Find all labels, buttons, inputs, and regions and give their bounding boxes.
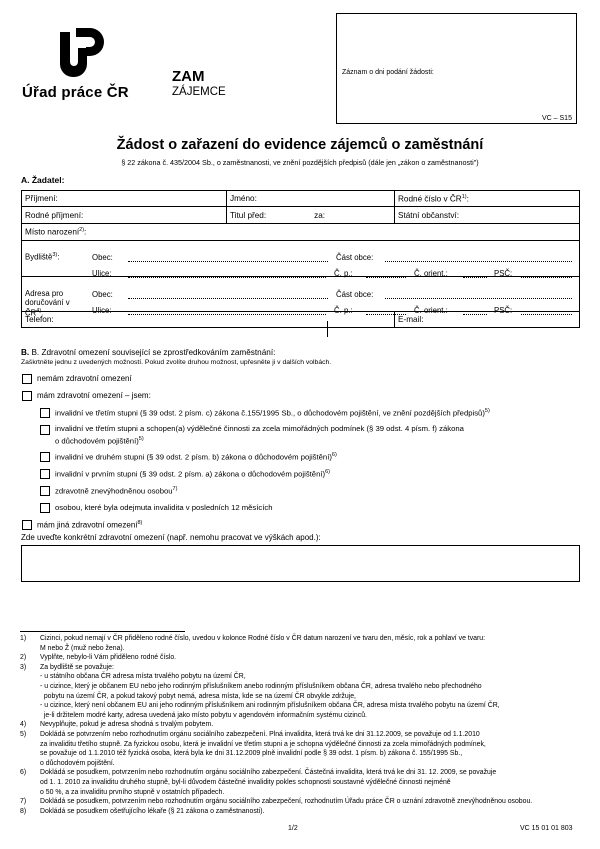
residence-corient-label: Č. orient.:: [414, 269, 448, 278]
disability-2nd-checkbox[interactable]: [40, 452, 50, 462]
footnote-separator: [20, 631, 185, 632]
delivery-corient-input[interactable]: [463, 307, 487, 315]
residence-corient-input[interactable]: [463, 270, 487, 278]
footnotes: [20, 634, 585, 816]
no-health-limit-checkbox[interactable]: [22, 374, 32, 384]
health-detail-input[interactable]: [21, 545, 580, 582]
delivery-psc-label: PSČ:: [494, 306, 513, 315]
birth-surname-field[interactable]: Rodné příjmení:: [22, 207, 227, 224]
footnote-number: 5): [20, 730, 27, 738]
residence-street-label: Ulice:: [92, 269, 112, 278]
footnote-number: 7): [20, 798, 27, 806]
revoked-disability-label: osobou, které byla odejmuta invalidita v posledních 12 měsících: [55, 503, 273, 512]
residence-city-label: Obec:: [92, 253, 113, 262]
title-field[interactable]: Titul před: za:: [227, 207, 395, 224]
email-field[interactable]: E-mail:: [395, 312, 580, 328]
delivery-part-input[interactable]: [385, 291, 572, 299]
delivery-part-label: Část obce:: [336, 290, 374, 299]
section-b-heading: B. B. Zdravotní omezení související se zprostředkováním zaměstnání:: [21, 348, 276, 357]
disability-3rd-checkbox[interactable]: [40, 408, 50, 418]
disadvantaged-checkbox[interactable]: [40, 486, 50, 496]
form-name: ZÁJEMCE: [172, 86, 226, 98]
birth-number-field[interactable]: Rodné číslo v ČR$^{1)}$:: [395, 191, 580, 207]
footnote-text: Nevyplňujte, pokud je adresa shodná s trvalým pobytem.: [40, 721, 214, 729]
footnote-item: [20, 807, 585, 817]
disability-1st-checkbox[interactable]: [40, 469, 50, 479]
delivery-street-label: Ulice:: [92, 306, 112, 315]
footnote-item: [20, 797, 585, 807]
disability-3rd-work-label: invalidní ve třetím stupni a schopen(a) výdělečné činnosti za zcela mimořádných podmínek (§ 39 odst. 4 písm. f) zákona o důchodovém pojištění)$^{5)}$: [55, 424, 464, 446]
residence-street-input[interactable]: [128, 270, 326, 278]
section-a-heading: A. Žadatel:: [21, 175, 65, 185]
logo-text: Úřad práce ČR: [22, 84, 129, 101]
footnote-text: Dokládá se potvrzením nebo rozhodnutím orgánu sociálního zabezpečení. Plná invalidita, která trvá ke dni 31.12.2009, se považuje od 1.1.2010 za invaliditu třetího stupně. Za fyzickou osobu, která je invalidní ve třetím stupni a je schopna výdělečné činnosti za zcela mimořádných podmínek, se považuje od 1.1.2010 též fyzická osoba, která byla ke dni 31.12.2009 plně invalidní podle § 39 odst. 1 písm. b) zákona č. 155/1995 Sb., o důchodovém pojištění.: [40, 730, 486, 767]
phone-email-divider: [327, 321, 328, 337]
footnote-item: [20, 634, 585, 653]
disability-3rd-label: invalidní ve třetím stupni (§ 39 odst. 2 písm. c) zákona č.155/1995 Sb., o důchodovém pojištění, ve znění pozdějších předpisů)$^{5)}$: [55, 408, 490, 418]
surname-field[interactable]: Příjmení:: [22, 191, 227, 207]
delivery-psc-input[interactable]: [521, 307, 572, 315]
form-code: ZAM: [172, 68, 205, 85]
other-limit-checkbox[interactable]: [22, 520, 32, 530]
footnote-item: [20, 720, 585, 730]
delivery-city-input[interactable]: [128, 291, 328, 299]
residence-psc-label: PSČ:: [494, 269, 513, 278]
section-b-instruction: Zaškrtněte jednu z uvedených možností. Pokud zvolíte druhou možnost, upřesněte ji v dalších volbách.: [21, 359, 332, 366]
page-number: 1/2: [288, 825, 298, 832]
page-subtitle: § 22 zákona č. 435/2004 Sb., o zaměstnanosti, ve znění pozdějších předpisů (dále jen „zákon o zaměstnanosti"): [121, 158, 479, 167]
first-name-field[interactable]: Jméno:: [227, 191, 395, 207]
footnote-item: [20, 653, 585, 663]
footnote-item: [20, 663, 585, 721]
footnote-number: 6): [20, 769, 27, 777]
health-limit-label: mám zdravotní omezení – jsem:: [37, 391, 151, 400]
revoked-disability-checkbox[interactable]: [40, 503, 50, 513]
footnote-number: 3): [20, 663, 27, 671]
delivery-corient-label: Č. orient.:: [414, 306, 448, 315]
residence-city-input[interactable]: [128, 254, 328, 262]
footnote-text: Dokládá se posudkem, potvrzením nebo rozhodnutím orgánu sociálního zabezpečení. Částečná invalidita, která trvá ke dni 31. 12. 2009, se považuje od 1. 1. 2010 za invaliditu druhého stupně, byl-li důvodem částečné invalidity pokles schopnosti soustavné výdělečné činnosti nejméně o 50 %, a za invaliditu prvního stupně v ostatních případech.: [40, 769, 497, 796]
footnote-item: [20, 730, 585, 768]
no-health-limit-label: nemám zdravotní omezení: [37, 374, 132, 383]
birthplace-field[interactable]: Místo narození$^{2)}$:: [22, 224, 580, 241]
footnote-text: Dokládá se posudkem ošetřujícího lékaře (§ 21 zákona o zaměstnanosti).: [40, 807, 265, 815]
upcr-logo-icon: [56, 24, 104, 78]
residence-psc-input[interactable]: [521, 270, 572, 278]
residence-part-input[interactable]: [385, 254, 572, 262]
stamp-code: VC – S15: [542, 115, 572, 122]
disadvantaged-label: zdravotně znevýhodněnou osobou$^{7)}$: [55, 486, 178, 496]
disability-2nd-label: invalidní ve druhém stupni (§ 39 odst. 2 písm. b) zákona o důchodovém pojištění)$^{6)}$: [55, 452, 337, 462]
delivery-cp-input[interactable]: [366, 307, 406, 315]
citizenship-field[interactable]: Státní občanství:: [395, 207, 580, 224]
delivery-address-label: Adresa pro doručování v ČR$^{4)}$:: [25, 289, 70, 318]
footnote-number: 8): [20, 807, 27, 815]
disability-3rd-work-checkbox[interactable]: [40, 425, 50, 435]
footnote-text: Vyplňte, nebylo-li Vám přiděleno rodné číslo.: [40, 654, 177, 662]
footnote-text: Cizinci, pokud nemají v ČR přiděleno rodné číslo, uvedou v kolonce Rodné číslo v ČR datum narození ve tvaru den, měsíc, rok a pohlaví ve tvaru: M nebo Ž (muž nebo žena).: [40, 635, 486, 652]
delivery-cp-label: Č. p.:: [334, 306, 353, 315]
footnote-number: 4): [20, 721, 27, 729]
residence-cp-label: Č. p.:: [334, 269, 353, 278]
residence-label: Bydliště$^{3)}$:: [25, 252, 60, 262]
page-title: Žádost o zařazení do evidence zájemců o zaměstnání: [116, 137, 484, 153]
disability-1st-label: invalidní v prvním stupni (§ 39 odst. 2 písm. a) zákona o důchodovém pojištění)$^{6)}$: [55, 469, 330, 479]
doc-code: VC 15 01 01 803: [520, 825, 573, 832]
footnote-item: [20, 768, 585, 797]
footnote-number: 1): [20, 635, 27, 642]
residence-part-label: Část obce:: [336, 253, 374, 262]
health-detail-label: Zde uveďte konkrétní zdravotní omezení (např. nemohu pracovat ve výškách apod.):: [21, 533, 321, 542]
health-limit-checkbox[interactable]: [22, 391, 32, 401]
residence-cp-input[interactable]: [366, 270, 406, 278]
other-limit-label: mám jiná zdravotní omezení$^{8)}$: [37, 520, 143, 530]
footnote-text: Dokládá se posudkem, potvrzením nebo rozhodnutím orgánu sociálního zabezpečení, rozhodnutím Úřadu práce ČR o uznání zdravotně znevýhodněnou osobou.: [40, 798, 533, 806]
phone-field[interactable]: Telefon:: [22, 312, 395, 328]
stamp-label: Záznam o dni podání žádosti:: [342, 69, 434, 76]
delivery-street-input[interactable]: [128, 307, 326, 315]
delivery-city-label: Obec:: [92, 290, 113, 299]
logo: [56, 24, 104, 78]
footnote-text: Za bydliště se považuje: - u státního občana ČR adresa místa trvalého pobytu na území ČR, - u cizince, který je občanem EU nebo jeho rodinným příslušníkem anebo rodinným příslušníkem občana ČR, adresa trvalého nebo přechodného pobytu na území ČR, a pokud takový pobyt nemá, adresa místa, kde se na území ČR obvykle zdržuje, - u cizince, který není občanem EU ani jeho rodinným příslušníkem ani rodinným příslušníkem občana ČR, adresa místa trvalého pobytu na území ČR, je-li držitelem modré karty, adresa uvedená jako místo pobytu v agendovém informačním systému cizinců.: [40, 663, 500, 719]
footnote-number: 2): [20, 654, 27, 662]
